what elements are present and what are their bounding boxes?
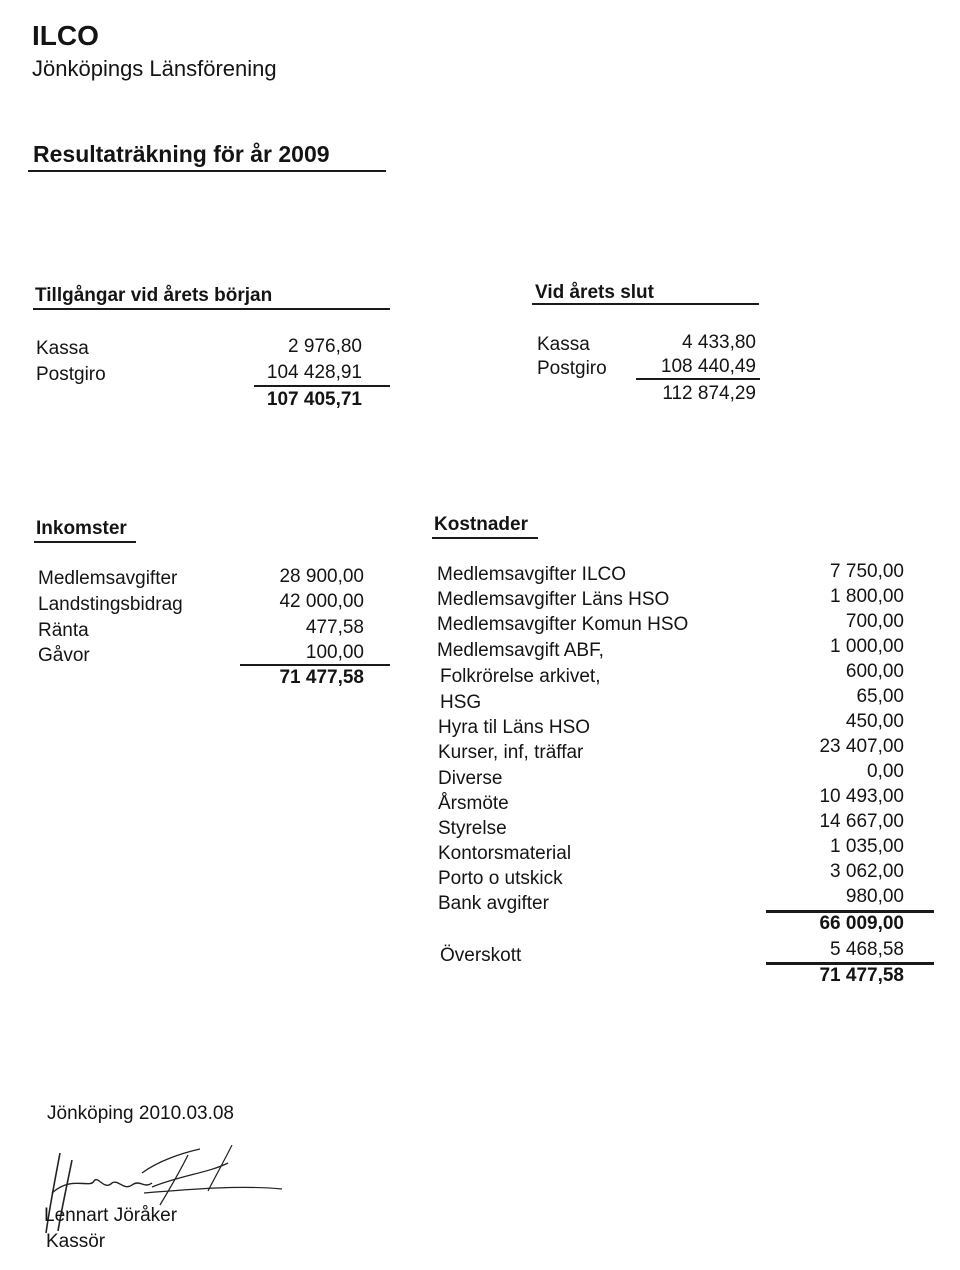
- costs-heading: Kostnader: [434, 514, 528, 535]
- cost-label: Hyra til Läns HSO: [438, 717, 591, 738]
- assets-end-value: 4 433,80: [682, 332, 756, 353]
- cost-value: 1 035,00: [830, 836, 904, 857]
- income-value: 100,00: [305, 642, 364, 663]
- assets-start-heading-rule: [33, 308, 390, 310]
- cost-label: Bank avgifter: [438, 893, 549, 914]
- cost-label: Diverse: [438, 768, 503, 789]
- cost-label: Folkrörelse arkivet,: [440, 666, 601, 687]
- income-sum-rule: [240, 664, 390, 666]
- cost-label: Styrelse: [438, 818, 507, 839]
- income-total: 71 477,58: [279, 667, 364, 688]
- assets-start-value: 2 976,80: [288, 336, 362, 357]
- assets-start-label: Kassa: [36, 338, 89, 359]
- assets-end-label: Kassa: [537, 334, 590, 355]
- assets-end-heading: Vid årets slut: [535, 282, 654, 303]
- income-heading-rule: [34, 541, 136, 543]
- cost-value: 65,00: [856, 686, 904, 707]
- cost-value: 3 062,00: [830, 861, 904, 882]
- signatory-role: Kassör: [46, 1231, 106, 1252]
- document-title: Resultaträkning för år 2009: [33, 141, 330, 167]
- cost-value: 700,00: [845, 611, 904, 632]
- assets-start-heading: Tillgångar vid årets början: [35, 285, 273, 306]
- cost-value: 7 750,00: [830, 561, 904, 582]
- assets-end-heading-rule: [532, 303, 759, 305]
- cost-label: Kurser, inf, träffar: [438, 742, 584, 763]
- assets-start-total: 107 405,71: [266, 389, 362, 410]
- assets-end-label: Postgiro: [537, 358, 607, 379]
- income-value: 42 000,00: [279, 591, 364, 612]
- cost-label: HSG: [440, 692, 482, 713]
- signature-date: Jönköping 2010.03.08: [47, 1103, 234, 1124]
- cost-value: 1 000,00: [830, 636, 904, 657]
- title-underline: [28, 170, 386, 172]
- surplus-label: Överskott: [440, 945, 522, 966]
- costs-subtotal: 66 009,00: [819, 913, 904, 934]
- cost-value: 450,00: [845, 711, 904, 732]
- cost-label: Kontorsmaterial: [438, 843, 572, 864]
- income-value: 28 900,00: [279, 566, 364, 587]
- cost-label: Medlemsavgifter Komun HSO: [437, 614, 689, 635]
- cost-label: Medlemsavgifter ILCO: [437, 564, 627, 585]
- assets-start-value: 104 428,91: [266, 362, 362, 383]
- income-label: Medlemsavgifter: [38, 568, 178, 589]
- cost-value: 980,00: [845, 886, 904, 907]
- assets-end-value: 108 440,49: [660, 356, 756, 377]
- income-label: Gåvor: [38, 645, 90, 666]
- cost-value: 1 800,00: [830, 586, 904, 607]
- cost-value: 10 493,00: [819, 786, 904, 807]
- cost-value: 23 407,00: [819, 736, 904, 757]
- assets-start-sum-rule: [254, 385, 390, 387]
- assets-end-total: 112 874,29: [662, 383, 756, 404]
- cost-value: 600,00: [845, 661, 904, 682]
- cost-value: 0,00: [867, 761, 904, 782]
- signatory-name: Lennart Jöråker: [44, 1205, 178, 1226]
- costs-heading-rule: [432, 537, 538, 539]
- income-label: Ränta: [38, 620, 89, 641]
- assets-start-label: Postgiro: [36, 364, 106, 385]
- income-value: 477,58: [305, 617, 364, 638]
- cost-label: Medlemsavgift ABF,: [437, 640, 604, 661]
- cost-label: Årsmöte: [438, 793, 509, 814]
- costs-total: 71 477,58: [819, 965, 904, 986]
- surplus-value: 5 468,58: [830, 939, 904, 960]
- cost-label: Porto o utskick: [438, 868, 563, 889]
- organization-subtitle: Jönköpings Länsförening: [32, 56, 277, 81]
- assets-end-sum-rule: [636, 378, 760, 380]
- organization-name: ILCO: [32, 20, 99, 51]
- income-heading: Inkomster: [36, 518, 127, 539]
- cost-label: Medlemsavgifter Läns HSO: [437, 589, 670, 610]
- income-label: Landstingsbidrag: [38, 594, 183, 615]
- cost-value: 14 667,00: [819, 811, 904, 832]
